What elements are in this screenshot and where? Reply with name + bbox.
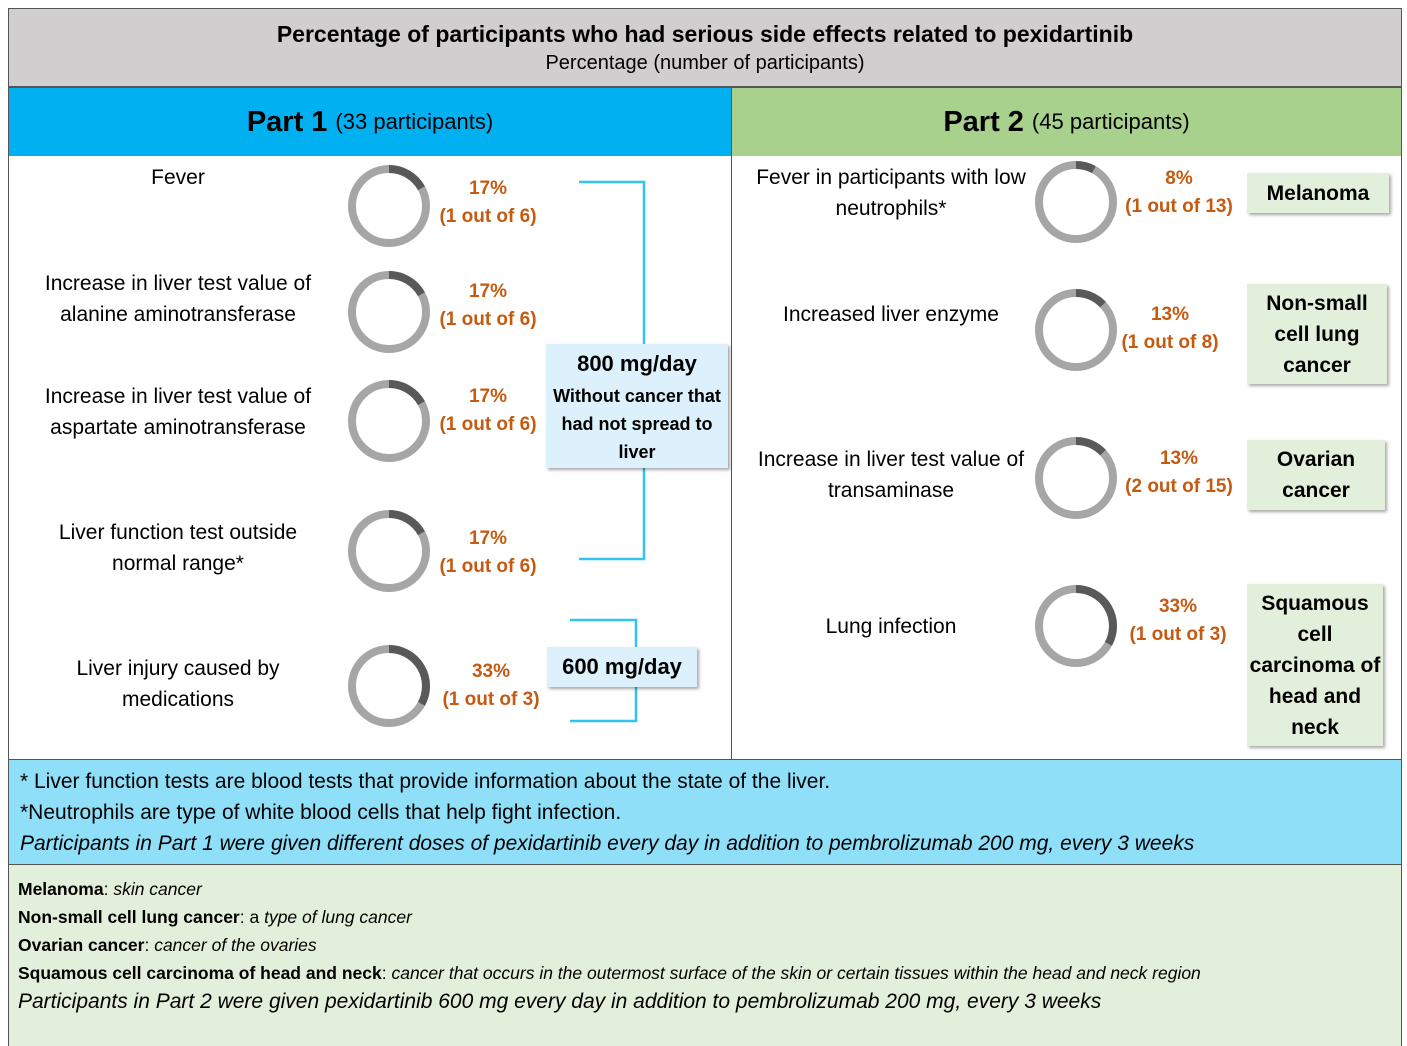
cancer-ovarian: Ovarian cancer [1247,440,1385,510]
cancer-scchn: Squamous cell carcinoma of head and neck [1247,584,1383,746]
item-label-lung-infection: Lung infection [825,615,957,638]
item-label-liver-injury: Liver injury caused by medications [76,657,280,711]
note-neutrophils: *Neutrophils are type of white blood cells that help fight infection. [20,801,622,824]
dose-800-note: Without cancer that had not spread to liver [553,386,721,462]
glossary-item: Ovarian cancer: cancer of the ovaries [18,935,317,955]
note-part1-dosing: Participants in Part 1 were given different doses of pexidartinib every day in addition to pembrolizumab 200 mg, every 3 weeks [20,832,1195,855]
percent-label: 17% (1 out of 6) [439,281,537,330]
item-label-fever: Fever [151,166,205,189]
percent-label: 17% (1 out of 6) [439,386,537,435]
title-banner [8,8,1402,87]
cancer-nsclc: Non-small cell lung cancer [1247,284,1387,384]
percent-label: 13% (2 out of 15) [1125,448,1233,497]
part2-name: Part 2 [943,105,1024,138]
percent-label: 33% (1 out of 3) [1129,596,1227,645]
percent-label: 17% (1 out of 6) [439,178,537,227]
dose-600-box: 600 mg/day [547,647,697,687]
glossary-item: Squamous cell carcinoma of head and neck: cancer that occurs in the outermost surface of the skin or certain tissues within the head and neck region [18,963,1201,983]
glossary-item: Melanoma: skin cancer [18,879,202,899]
part1-count: (33 participants) [335,109,494,134]
chart-title: Percentage of participants who had serious side effects related to pexidartinib [276,21,1134,47]
item-label-ast: Increase in liver test value of aspartate aminotransferase [44,385,312,439]
percent-label: 8% (1 out of 13) [1125,168,1233,217]
item-label-liver-enzyme: Increased liver enzyme [783,303,999,326]
note-liver-tests: * Liver function tests are blood tests that provide information about the state of the liver. [20,770,831,793]
item-label-fever-neutrophils: Fever in participants with low neutrophils* [756,166,1026,220]
percent-label: 17% (1 out of 6) [439,528,537,577]
note-part2-dosing: Participants in Part 2 were given pexidartinib 600 mg every day in addition to pembrolizumab 200 mg, every 3 weeks [18,990,1102,1013]
dose-800-label: 800 mg/day [577,351,697,376]
cancer-melanoma: Melanoma [1247,173,1389,213]
part1-header [8,87,732,157]
chart-subtitle: Percentage (number of participants) [545,52,865,74]
item-label-transaminase: Increase in liver test value of transaminase [757,448,1025,502]
notes-part1 [8,759,1402,865]
glossary-part2 [8,864,1402,1046]
part2-header [731,87,1402,157]
glossary-item: Non-small cell lung cancer: a type of lung cancer [18,907,412,927]
item-label-alt: Increase in liver test value of alanine aminotransferase [44,272,312,326]
dose-800-box [546,344,728,468]
percent-label: 33% (1 out of 3) [442,661,540,710]
item-label-liver-function: Liver function test outside normal range* [58,521,298,575]
percent-label: 13% (1 out of 8) [1121,304,1219,353]
part2-count: (45 participants) [1031,109,1190,134]
part1-name: Part 1 [246,105,328,138]
